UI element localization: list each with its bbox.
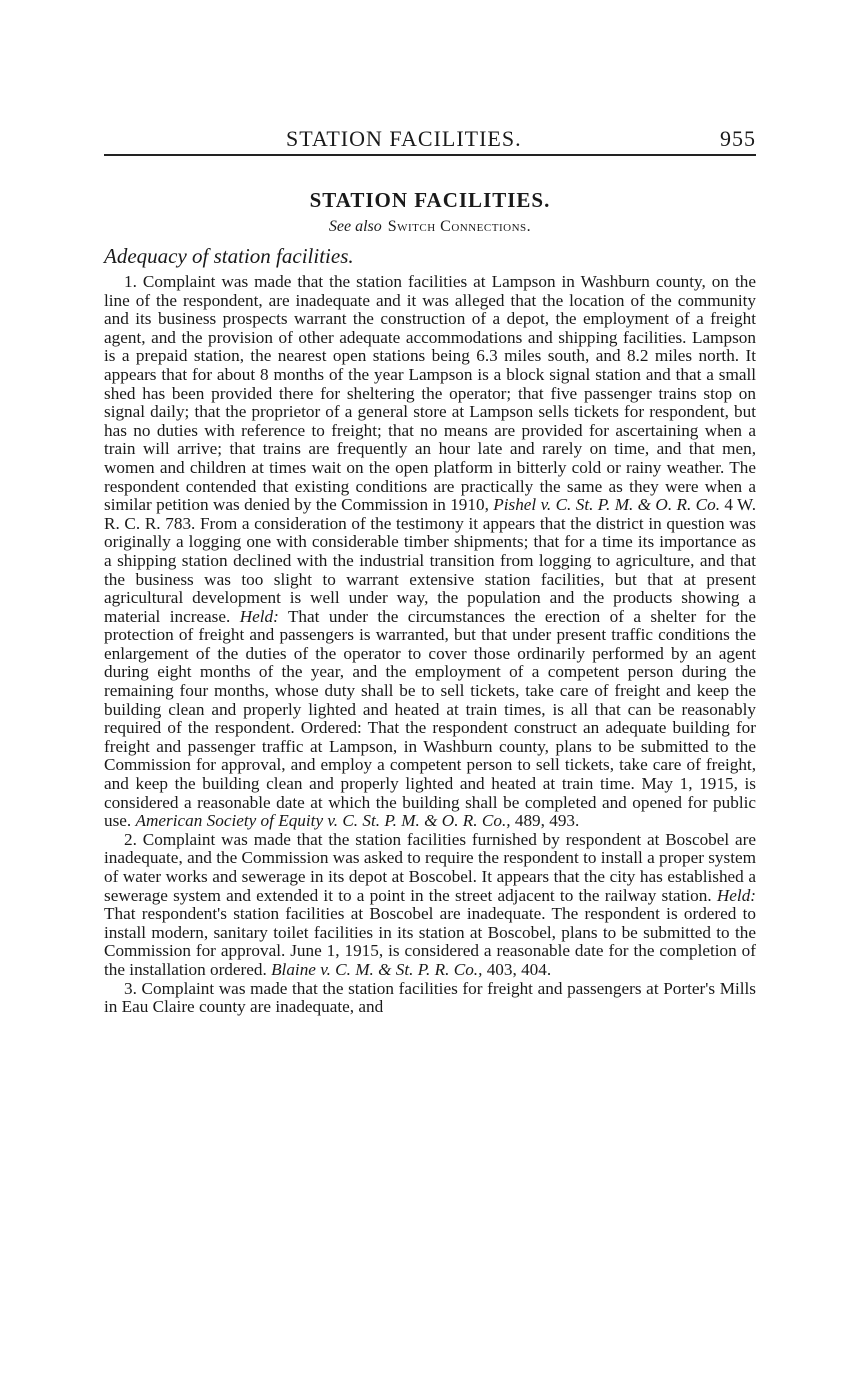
paragraph-1 xyxy=(104,273,756,831)
see-also-line xyxy=(104,218,756,236)
section-title: STATION FACILITIES. xyxy=(309,188,551,212)
running-head xyxy=(104,118,756,156)
see-also-reference: Switch Connections. xyxy=(387,218,532,235)
subheading: Adequacy of station facilities. xyxy=(104,244,354,268)
paragraph-3-text: 3. Complaint was made that the station facilities for freight and passengers at Porter's Mills in Eau Claire county are inadequate, and xyxy=(104,978,756,1017)
page-number: 955 xyxy=(720,126,756,151)
held-label: Held: xyxy=(239,606,279,626)
body-text xyxy=(104,273,756,1017)
see-also-prefix: See also xyxy=(328,218,382,235)
running-head-title: STATION FACILITIES. xyxy=(286,126,522,151)
case-citation: Blaine v. C. M. & St. P. R. Co., xyxy=(271,959,483,979)
paragraph-3 xyxy=(104,980,756,1017)
paragraph-2 xyxy=(104,831,756,980)
case-citation: Pishel v. C. St. P. M. & O. R. Co. xyxy=(493,495,721,515)
held-label: Held: xyxy=(716,885,757,905)
paragraph-2-text-2: That respondent's station facilities at Boscobel are inadequate. The respondent is ordered to install modern, sanitary toilet facilities in its station at Boscobel, plans to be submitted to the Commission for approval. June 1, 1915, is considered a reasonable date for the completion of the installation ordered. xyxy=(104,904,756,979)
case-citation: American Society of Equity v. C. St. P. M. & O. R. Co., xyxy=(135,811,511,831)
paragraph-1-text-2: 4 W. R. C. R. 783. From a consideration of the testimony it appears that the district in question was originally a logging one with considerable timber shipments; that for a time its importance as a shipping station declined with the industrial transition from logging to agriculture, and that the business was too slight to warrant extensive station facilities, but that at present agricultural development is well under way, the population and the products showing a material increase. xyxy=(104,495,756,626)
paragraph-1-text: 1. Complaint was made that the station facilities at Lampson in Washburn county, on the line of the respondent, are inadequate and it was alleged that the location of the community and its business prospects warrant the construction of a depot, the employment of a freight agent, and the provision of other adequate accommodations and shipping facilities. Lampson is a prepaid station, the nearest open stations being 6.3 miles south, and 8.2 miles north. It appears that for about 8 months of the year Lampson is a block signal station and that a small shed has been provided there for sheltering the operator; that five passenger trains stop on signal daily; that the proprietor of a general store at Lampson sells tickets for respondent, but has no duties with reference to freight; that no means are provided for ascertaining when a train will arrive; that trains are frequently an hour late and rarely on time, and that men, women and children at times wait on the open platform in bitterly cold or rainy weather. The respondent contended that existing conditions are practically the same as they were when a similar petition was denied by the Commission in 1910, xyxy=(104,272,756,515)
paragraph-2-text: 2. Complaint was made that the station facilities furnished by respondent at Boscobel are inadequate, and the Commission was asked to require the respondent to install a proper system of water works and sewerage in its depot at Boscobel. It appears that the city has established a sewerage system and extended it to a point in the street adjacent to the railway station. xyxy=(104,829,756,905)
paragraph-1-text-3: That under the circumstances the erection of a shelter for the protection of freight and passengers is warranted, but that under present traffic conditions the enlargement of the duties of the operator to cover those ordinarily performed by an agent during eight months of the year, and the employment of a competent person during the remaining four months, whose duty shall be to sell tickets, take care of freight and keep the building clean and properly lighted and heated at train times, is all that can be reasonably required of the respondent. Ordered: That the respondent construct an adequate building for freight and passenger traffic at Lampson, in Washburn county, plans to be submitted to the Commission for approval, and employ a competent person to sell tickets, take care of freight, and keep the building clean and properly lighted and heated at train time. May 1, 1915, is considered a reasonable date at which the building shall be completed and opened for public use. xyxy=(104,606,757,831)
paragraph-2-text-3: 403, 404. xyxy=(486,959,552,979)
paragraph-1-text-4: 489, 493. xyxy=(514,811,580,831)
